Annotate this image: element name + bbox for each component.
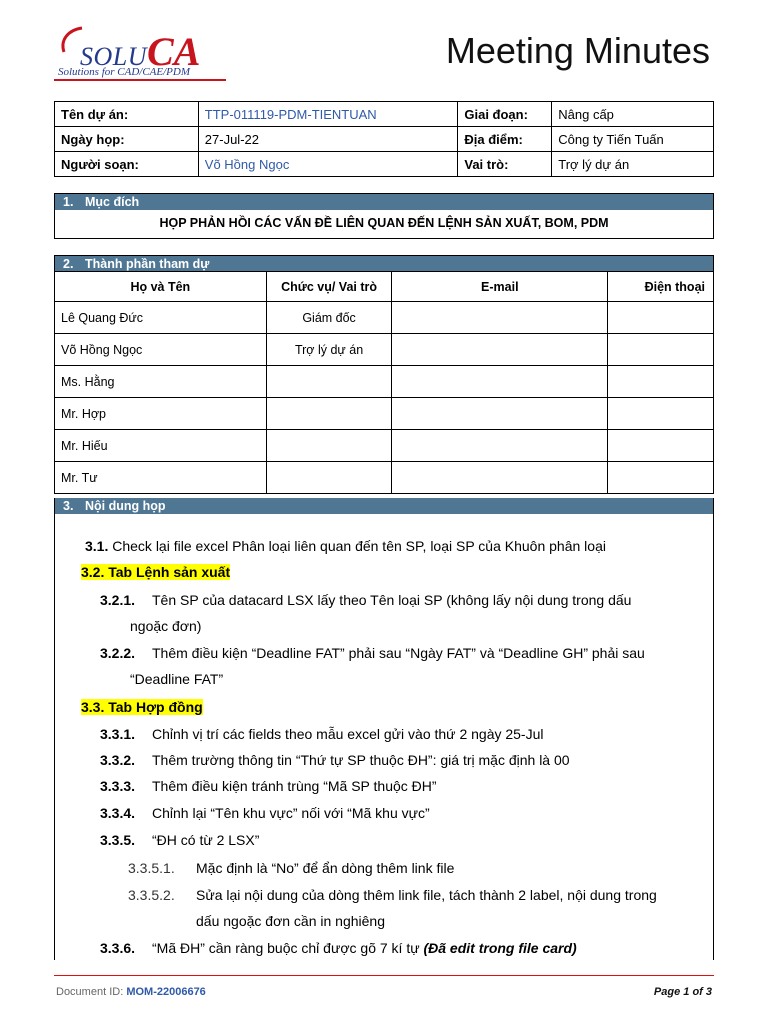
item-3-3-5-2-continued: dấu ngoặc đơn cần in nghiêng bbox=[196, 913, 385, 929]
page-number: Page 1 of 3 bbox=[653, 986, 712, 998]
attendee-email bbox=[392, 302, 608, 334]
table-row bbox=[55, 302, 714, 334]
attendee-role: Giám đốc bbox=[266, 302, 392, 334]
author-label: Người soạn: bbox=[55, 152, 199, 177]
date-value: 27-Jul-22 bbox=[198, 127, 458, 152]
attendee-role bbox=[266, 398, 392, 430]
attendees-table bbox=[54, 271, 714, 494]
item-3-3-2: 3.3.2. Thêm trường thông tin “Thứ tự SP thuộc ĐH”: giá trị mặc định là 00 bbox=[100, 752, 570, 768]
item-3-3-3: 3.3.3. Thêm điều kiện tránh trùng “Mã SP thuộc ĐH” bbox=[100, 778, 437, 794]
attendee-role bbox=[266, 430, 392, 462]
purpose-text: HỌP PHẢN HỒI CÁC VẤN ĐỀ LIÊN QUAN ĐẾN LỆNH SẢN XUẤT, BOM, PDM bbox=[159, 216, 609, 230]
attendee-role: Trợ lý dự án bbox=[266, 334, 392, 366]
item-3-3-5: 3.3.5. “ĐH có từ 2 LSX” bbox=[100, 832, 260, 848]
item-3-2-1-continued: ngoặc đơn) bbox=[130, 618, 202, 634]
logo-tagline: Solutions for CAD/CAE/PDM bbox=[58, 66, 190, 78]
phase-value: Nâng cấp bbox=[552, 102, 714, 127]
column-header: Điện thoại bbox=[608, 272, 714, 302]
project-value: TTP-011119-PDM-TIENTUAN bbox=[198, 102, 458, 127]
table-row bbox=[55, 462, 714, 494]
item-3-3-1: 3.3.1. Chỉnh vị trí các fields theo mẫu excel gửi vào thứ 2 ngày 25-Jul bbox=[100, 726, 544, 742]
attendee-name: Mr. Hiếu bbox=[55, 430, 267, 462]
edit-note: (Đã edit trong file card) bbox=[423, 940, 577, 956]
logo-wordmark: SOLUCA bbox=[80, 29, 201, 74]
logo-underline bbox=[54, 79, 226, 81]
document-id: Document ID: MOM-22006676 bbox=[56, 986, 206, 998]
section-header: 2. Thành phần tham dự bbox=[54, 255, 714, 271]
section-attendees bbox=[54, 255, 714, 494]
phase-label: Giai đoạn: bbox=[458, 102, 552, 127]
item-3-2-2-continued: “Deadline FAT” bbox=[130, 671, 224, 687]
item-3-3-5-2: 3.3.5.2. Sửa lại nội dung của dòng thêm link file, tách thành 2 label, nội dung trong bbox=[128, 887, 657, 903]
attendee-name: Mr. Tư bbox=[55, 462, 267, 494]
heading-3-2: 3.2. Tab Lệnh sản xuất bbox=[81, 564, 231, 580]
item-3-3-5-1: 3.3.5.1. Mặc định là “No” để ẩn dòng thêm link file bbox=[128, 860, 455, 876]
attendee-phone bbox=[608, 462, 714, 494]
table-row bbox=[55, 398, 714, 430]
attendee-phone bbox=[608, 430, 714, 462]
location-label: Địa điểm: bbox=[458, 127, 552, 152]
section-header: 1. Mục đích bbox=[55, 194, 713, 210]
attendee-name: Ms. Hằng bbox=[55, 366, 267, 398]
author-value: Võ Hồng Ngọc bbox=[198, 152, 458, 177]
heading-3-3: 3.3. Tab Hợp đồng bbox=[81, 699, 203, 715]
table-row bbox=[55, 366, 714, 398]
attendee-email bbox=[392, 462, 608, 494]
project-label: Tên dự án: bbox=[55, 102, 199, 127]
attendee-phone bbox=[608, 334, 714, 366]
column-header: E-mail bbox=[392, 272, 608, 302]
column-header: Họ và Tên bbox=[55, 272, 267, 302]
item-3-1: 3.1. Check lại file excel Phân loại liên quan đến tên SP, loại SP của Khuôn phân loại bbox=[85, 538, 606, 554]
item-3-3-4: 3.3.4. Chỉnh lại “Tên khu vực” nối với “Mã khu vực” bbox=[100, 805, 430, 821]
section-meeting-content bbox=[54, 498, 714, 960]
role-value: Trợ lý dự án bbox=[552, 152, 714, 177]
attendee-name: Lê Quang Đức bbox=[55, 302, 267, 334]
attendee-role bbox=[266, 366, 392, 398]
attendee-email bbox=[392, 398, 608, 430]
item-3-2-1: 3.2.1. Tên SP của datacard LSX lấy theo Tên loại SP (không lấy nội dung trong dấu bbox=[100, 592, 632, 608]
document-title: Meeting Minutes bbox=[445, 30, 710, 71]
attendee-name: Võ Hồng Ngọc bbox=[55, 334, 267, 366]
table-row bbox=[55, 430, 714, 462]
attendee-email bbox=[392, 430, 608, 462]
project-info-table bbox=[54, 101, 714, 177]
attendee-name: Mr. Hợp bbox=[55, 398, 267, 430]
attendee-phone bbox=[608, 366, 714, 398]
section-purpose bbox=[54, 193, 714, 239]
attendee-phone bbox=[608, 302, 714, 334]
attendee-role bbox=[266, 462, 392, 494]
item-3-3-6: 3.3.6. “Mã ĐH” cần ràng buộc chỉ được gõ 7 kí tự (Đã edit trong file card) bbox=[100, 940, 577, 956]
attendee-email bbox=[392, 366, 608, 398]
item-3-2-2: 3.2.2. Thêm điều kiện “Deadline FAT” phải sau “Ngày FAT” và “Deadline GH” phải sau bbox=[100, 645, 645, 661]
location-value: Công ty Tiến Tuấn bbox=[552, 127, 714, 152]
column-header: Chức vụ/ Vai trò bbox=[266, 272, 392, 302]
attendee-email bbox=[392, 334, 608, 366]
table-row bbox=[55, 334, 714, 366]
company-logo bbox=[54, 22, 234, 82]
section-header: 3. Nội dung họp bbox=[55, 498, 713, 514]
role-label: Vai trò: bbox=[458, 152, 552, 177]
footer-divider bbox=[54, 975, 714, 976]
attendee-phone bbox=[608, 398, 714, 430]
date-label: Ngày họp: bbox=[55, 127, 199, 152]
